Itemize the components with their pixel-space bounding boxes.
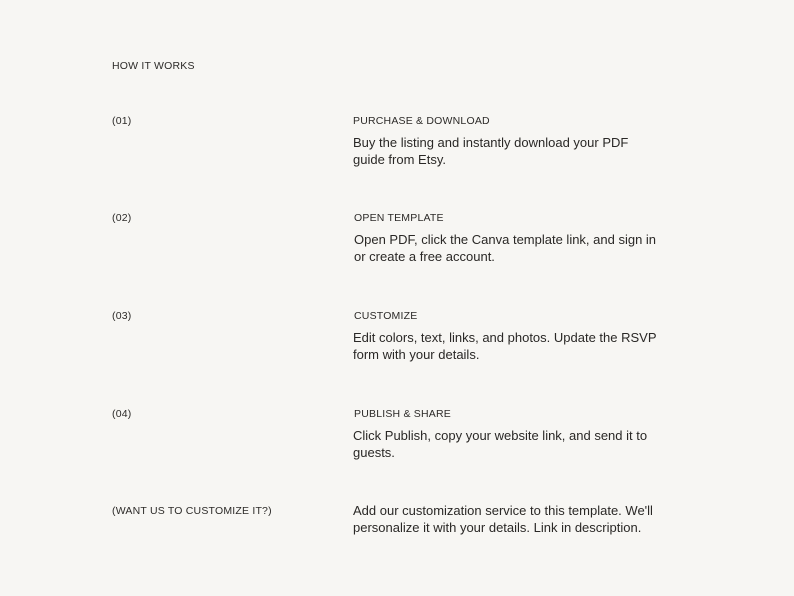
step-number: (04) — [112, 408, 132, 420]
step-heading: CUSTOMIZE — [354, 310, 418, 322]
step-description: Buy the listing and instantly download your PDF guide from Etsy. — [353, 135, 629, 167]
step-heading: OPEN TEMPLATE — [354, 212, 444, 224]
step-heading: PUBLISH & SHARE — [354, 408, 451, 420]
cta-label: (WANT US TO CUSTOMIZE IT?) — [112, 505, 272, 517]
step-number: (02) — [112, 212, 132, 224]
step-number: (01) — [112, 115, 132, 127]
step-description: Edit colors, text, links, and photos. Update the RSVP form with your details. — [353, 330, 657, 362]
section-title: HOW IT WORKS — [112, 60, 195, 72]
step-number: (03) — [112, 310, 132, 322]
step-description: Click Publish, copy your website link, and send it to guests. — [353, 428, 648, 460]
step-description: Open PDF, click the Canva template link, and sign in or create a free account. — [354, 232, 657, 264]
cta-description: Add our customization service to this template. We'll personalize it with your details. Link in description. — [353, 503, 653, 535]
step-heading: PURCHASE & DOWNLOAD — [353, 115, 490, 127]
